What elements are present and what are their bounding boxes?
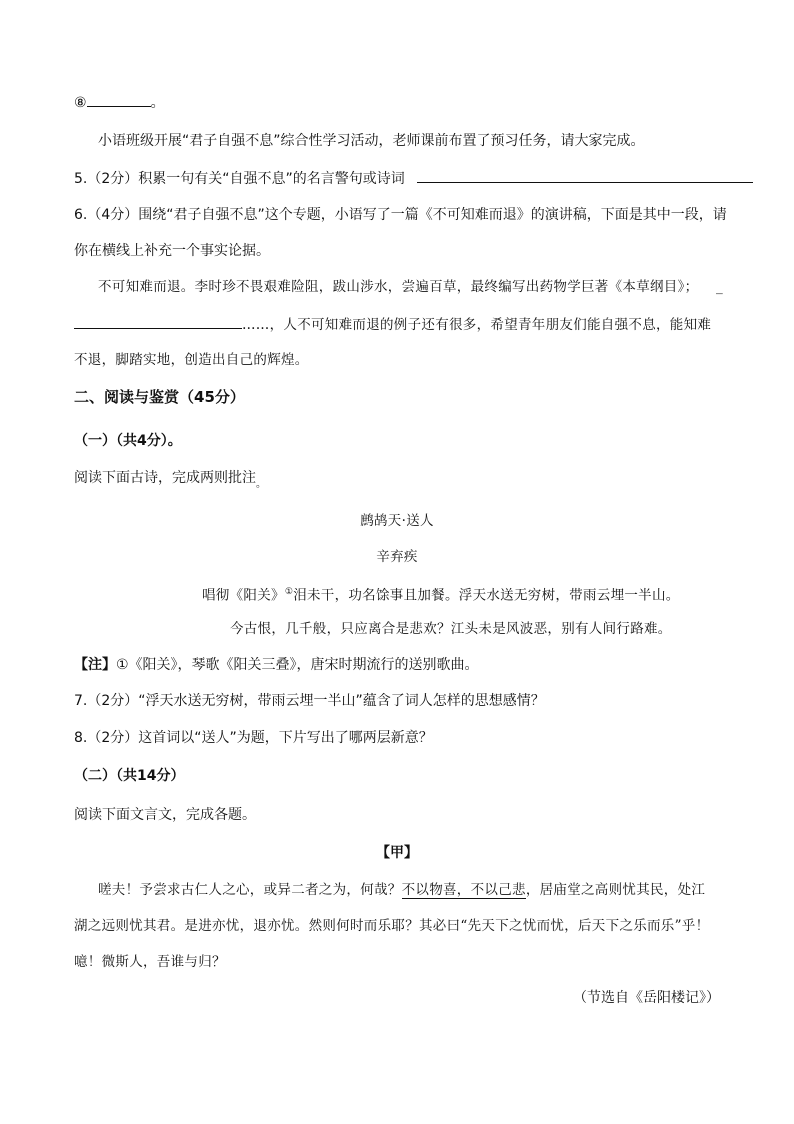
circled-number-8: ⑧ [74, 95, 87, 111]
passage-jia-label: 【甲】 [376, 845, 418, 861]
part-1-title: （一）（共4分）。 [74, 433, 182, 449]
activity-intro: 小语班级开展“君子自强不息”综合性学习活动，老师课前布置了预习任务，请大家完成。 [98, 133, 645, 149]
answer-blank[interactable] [87, 92, 151, 107]
part-2-title: （二）（共14分） [74, 768, 185, 784]
classical-text-line3: 噫！微斯人，吾谁与归？ [74, 954, 226, 970]
question-6-line2: 你在横线上补充一个事实论据。 [74, 243, 270, 259]
poem-title: 鹧鸪天·送人 [360, 513, 434, 529]
poem-note: 【注】①《阳关》，琴歌《阳关三叠》，唐宋时期流行的送别歌曲。 [74, 657, 479, 673]
question-5: 5.（2分）积累一句有关“自强不息”的名言警句或诗词 [74, 168, 753, 189]
answer-line-8: ⑧ 。 [74, 92, 165, 113]
poem-author: 辛弃疾 [376, 549, 418, 565]
question-8: 8.（2分）这首词以“送人”为题，下片写出了哪两层新意？ [74, 730, 433, 746]
question-7: 7.（2分）“浮天水送无穷树，带雨云埋一半山”蕴含了词人怎样的思想感情？ [74, 693, 545, 709]
classical-text-line1: 嗟夫！予尝求古仁人之心，或异二者之为，何哉？不以物喜，不以己悲，居庙堂之高则忧其民，处江 [98, 882, 706, 898]
poem-line-1: 唱彻《阳关》①泪未干，功名馀事且加餐。浮天水送无穷树，带雨云埋一半山。 [202, 587, 680, 604]
footnote-marker: ① [284, 587, 294, 597]
poem-line-2: 今古恨，几千般，只应离合是悲欢？江头未是风波恶，别有人间行路难。 [230, 621, 672, 637]
underlined-phrase: 不以物喜，不以己悲 [401, 882, 526, 898]
speech-passage-line2: ……，人不可知难而退的例子还有很多，希望青年朋友们能自强不息，能知难 [74, 314, 711, 335]
section-2-title: 二、阅读与鉴赏（45分） [74, 388, 245, 406]
question-6-answer-blank[interactable] [74, 314, 242, 329]
classical-text-line2: 湖之远则忧其君。是进亦忧，退亦忧。然则何时而乐耶？其必曰“先天下之忧而忧，后天下之乐而乐”乎！ [74, 918, 710, 934]
part-2-instruction: 阅读下面文言文，完成各题。 [74, 807, 256, 823]
source-citation: （节选自《岳阳楼记》） [573, 990, 720, 1006]
speech-passage-line3: 不退，脚踏实地，创造出自己的辉煌。 [74, 352, 309, 368]
question-5-answer-blank[interactable] [417, 168, 753, 183]
speech-passage-line1: 不可知难而退。李时珍不畏艰难险阻，跋山涉水，尝遍百草，最终编写出药物学巨著《本草纲目》； _ [98, 279, 724, 295]
part-1-instruction: 阅读下面古诗，完成两则批注$_。$ [74, 470, 266, 490]
question-6-line1: 6.（4分）围绕“君子自强不息”这个专题，小语写了一篇《不可知难而退》的演讲稿，下面是其中一段，请 [74, 207, 727, 223]
